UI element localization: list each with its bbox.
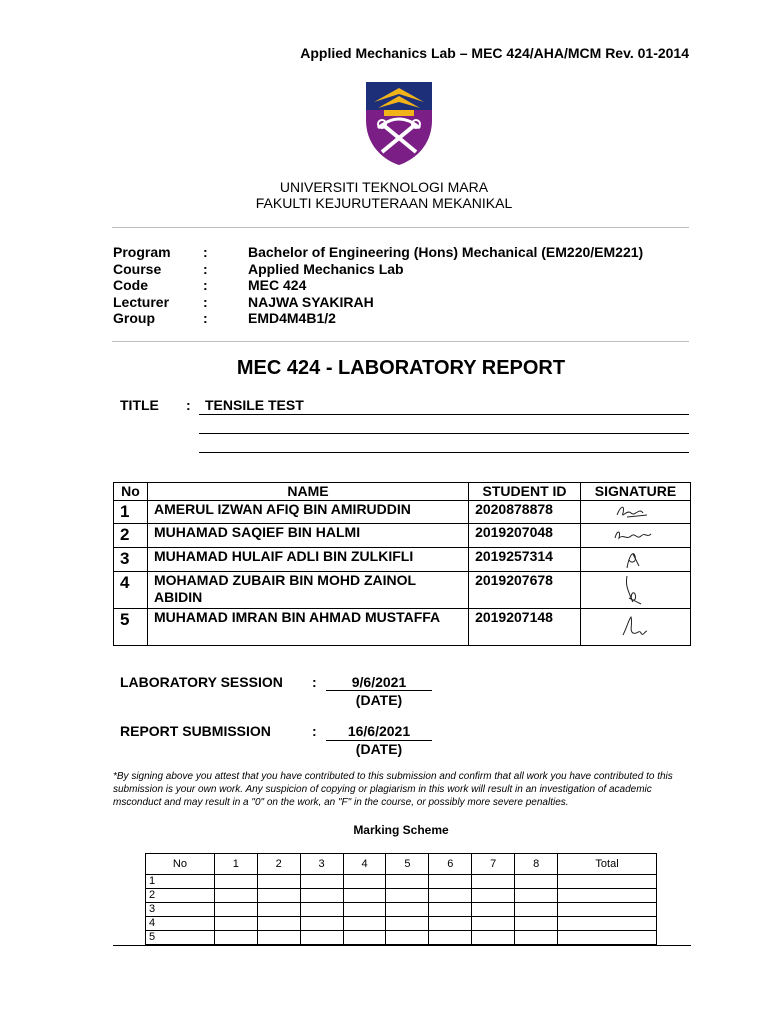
mark-cell [300,889,343,903]
info-colon: : [203,244,208,260]
column-header: 7 [472,854,515,875]
info-value: EMD4M4B1/2 [248,310,336,327]
mark-cell [343,889,386,903]
mark-cell [515,917,558,931]
table-row [114,524,691,548]
mark-cell [386,889,429,903]
table-row [114,501,691,524]
table-row [146,889,657,903]
info-value: NAJWA SYAKIRAH [248,293,374,310]
lab-date-caption: (DATE) [355,692,403,708]
column-header: 3 [300,854,343,875]
mark-cell [214,875,257,889]
member-student-id: 2019207048 [469,524,581,548]
faculty-name: FAKULTI KEJURUTERAAN MEKANIKAL [255,195,513,211]
mark-cell [472,875,515,889]
mark-cell [257,931,300,945]
info-colon: : [203,310,208,327]
row-no: 3 [146,903,215,917]
mark-cell [343,875,386,889]
column-header: 5 [386,854,429,875]
mark-cell [429,875,472,889]
uitm-crest-icon [364,80,434,166]
report-submission-label: REPORT SUBMISSION [120,723,271,739]
total-cell [558,931,657,945]
info-label: Course [113,260,162,277]
mark-cell [257,917,300,931]
mark-cell [472,903,515,917]
member-no: 4 [114,572,148,609]
mark-cell [515,875,558,889]
mark-cell [386,931,429,945]
mark-cell [214,931,257,945]
mark-cell [214,917,257,931]
mark-cell [515,931,558,945]
member-signature [580,572,690,609]
info-colon: : [203,260,208,277]
member-signature [580,501,690,524]
university-block [0,179,768,211]
marking-scheme-title: Marking Scheme [353,823,449,837]
info-value: MEC 424 [248,277,307,294]
title-underline [199,452,689,453]
mark-cell [300,903,343,917]
member-name: MOHAMAD ZUBAIR BIN MOHD ZAINOL ABIDIN [147,572,468,609]
member-student-id: 2019207678 [469,572,581,609]
column-header: STUDENT ID [469,483,581,501]
column-header: 2 [257,854,300,875]
info-colon: : [203,293,208,310]
table-row [114,572,691,609]
total-cell [558,889,657,903]
report-heading: MEC 424 - LABORATORY REPORT [236,357,566,379]
info-value: Applied Mechanics Lab [248,260,404,277]
mark-cell [257,875,300,889]
mark-cell [515,903,558,917]
mark-cell [515,889,558,903]
total-cell [558,875,657,889]
lab-session-label: LABORATORY SESSION [120,674,283,690]
title-label: TITLE [120,397,159,413]
university-name: UNIVERSITI TEKNOLOGI MARA [279,179,489,195]
mark-cell [300,931,343,945]
table-row [146,903,657,917]
signature-icon [587,548,683,570]
column-header: 8 [515,854,558,875]
member-signature [580,524,690,548]
member-student-id: 2019257314 [469,548,581,572]
divider [112,341,689,342]
info-label: Lecturer [113,293,170,310]
lab-session-colon: : [312,674,317,690]
table-header-row [114,483,691,501]
total-cell [558,903,657,917]
mark-cell [386,875,429,889]
row-no: 2 [146,889,215,903]
info-label: Code [113,277,148,294]
signature-icon [587,572,683,606]
member-no: 5 [114,609,148,646]
column-header: No [114,483,148,501]
column-header: Total [558,854,657,875]
member-no: 1 [114,501,148,524]
mark-cell [472,889,515,903]
column-header: SIGNATURE [580,483,690,501]
table-header-row [146,854,657,875]
title-underline [199,414,689,415]
mark-cell [257,889,300,903]
member-name: MUHAMAD HULAIF ADLI BIN ZULKIFLI [147,548,468,572]
mark-cell [214,889,257,903]
mark-cell [429,931,472,945]
member-signature [580,548,690,572]
mark-cell [257,903,300,917]
signature-icon [587,609,683,643]
member-name: AMERUL IZWAN AFIQ BIN AMIRUDDIN [147,501,468,524]
member-signature [580,609,690,646]
column-header: 1 [214,854,257,875]
table-row [146,931,657,945]
divider [112,227,689,228]
plagiarism-notice: *By signing above you attest that you have contributed to this submission and confirm that all work you have contributed to this submission is your own work. Any suspicion of copying or plagiarism in this work will result in an investigation of academic msconduct and may result in a "0" on the work, an "F" in the course, or possibly more severe penalties. [113,771,673,808]
info-value: Bachelor of Engineering (Hons) Mechanical (EM220/EM221) [248,244,644,260]
members-table [113,482,691,646]
member-no: 2 [114,524,148,548]
mark-cell [386,903,429,917]
signature-icon [587,501,683,523]
signature-icon [587,524,683,546]
date-underline [326,690,432,691]
table-row [146,917,657,931]
total-cell [558,917,657,931]
mark-cell [343,917,386,931]
mark-cell [386,917,429,931]
divider [113,945,691,946]
member-no: 3 [114,548,148,572]
column-header: NAME [147,483,468,501]
title-underline [199,433,689,434]
mark-cell [343,903,386,917]
member-student-id: 2020878878 [469,501,581,524]
column-header: No [146,854,215,875]
info-label: Group [113,310,155,327]
submission-date-caption: (DATE) [355,741,403,757]
member-student-id: 2019207148 [469,609,581,646]
mark-cell [429,889,472,903]
lab-session-date: 9/6/2021 [351,674,407,690]
mark-cell [214,903,257,917]
column-header: 4 [343,854,386,875]
member-name: MUHAMAD SAQIEF BIN HALMI [147,524,468,548]
mark-cell [472,931,515,945]
table-row [114,548,691,572]
mark-cell [472,917,515,931]
table-row [146,875,657,889]
row-no: 4 [146,917,215,931]
document-reference: Applied Mechanics Lab – MEC 424/AHA/MCM Rev. 01-2014 [300,45,689,61]
mark-cell [429,903,472,917]
member-name: MUHAMAD IMRAN BIN AHMAD MUSTAFFA [147,609,468,646]
title-colon: : [186,397,191,413]
info-label: Program [113,244,171,260]
row-no: 5 [146,931,215,945]
title-value: TENSILE TEST [205,397,304,413]
mark-cell [300,875,343,889]
report-submission-colon: : [312,723,317,739]
column-header: 6 [429,854,472,875]
mark-cell [300,917,343,931]
report-submission-date: 16/6/2021 [347,723,411,739]
info-colon: : [203,277,208,294]
marking-scheme-table [145,853,657,945]
mark-cell [343,931,386,945]
table-row [114,609,691,646]
mark-cell [429,917,472,931]
row-no: 1 [146,875,215,889]
